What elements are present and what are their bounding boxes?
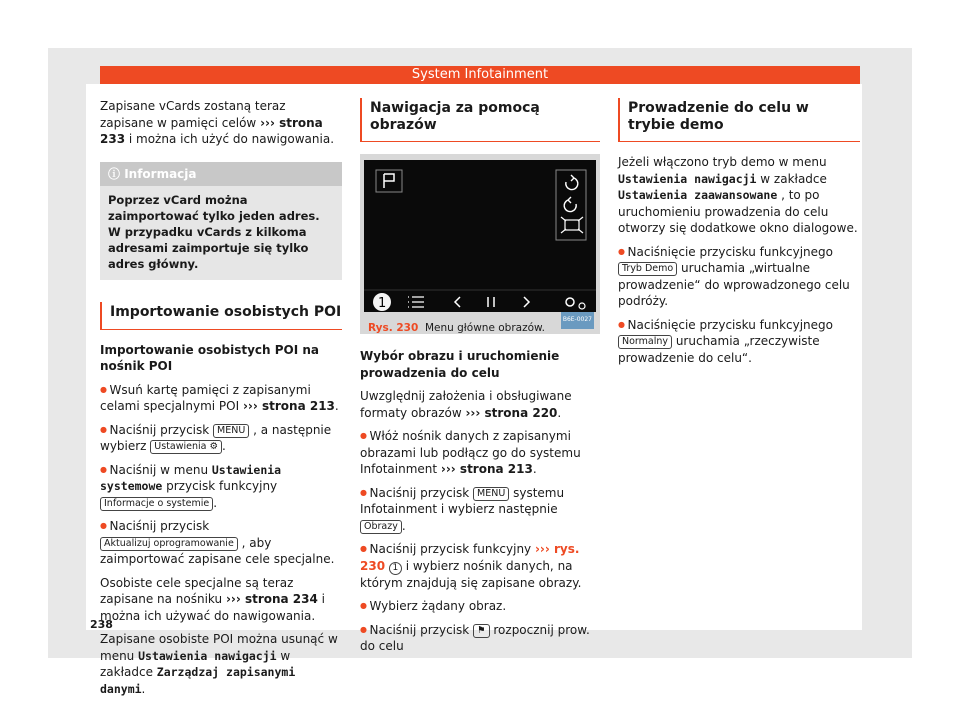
callout-number: 1 [389,562,402,575]
paragraph: Osobiste cele specjalne są teraz zapisane na nośniku ››› strona 234 i można ich używać do nawigowania. [100,575,326,623]
demo-mode-button[interactable]: Tryb Demo [618,262,677,276]
column-right [618,98,860,373]
column-left [100,98,342,704]
subsection-title: Wybór obrazu i uruchomienie prowadzenia do celu [360,349,560,380]
paragraph: Zapisane osobiste POI można usunąć w menu Ustawienia nawigacji w zakładce Zarządzaj zapisanymi danymi. [100,632,338,696]
list-icon [408,297,424,307]
gear-icon: ⚙ [209,441,219,452]
info-header: ⓘ Informacja [100,162,342,187]
list-item: ● Naciśnij w menu Ustawienia systemowe przycisk funkcyjny Informacje o systemie . [100,462,342,512]
images-button[interactable]: Obrazy [360,520,402,534]
page-reference[interactable]: ››› strona 233 [100,115,323,146]
list-item: ● Naciśnij przycisk ⚑ rozpocznij prow. do celu [360,622,600,655]
screen-graphic [364,160,596,312]
normal-mode-button[interactable]: Normalny [618,335,672,349]
paragraph: Jeżeli włączono tryb demo w menu Ustawienia nawigacji w zakładce Ustawienia zaawansowane , to po uruchomieniu prowadzenia do celu otworzy się dodatkowe okno dialogowe. [618,155,858,235]
page-number: 238 [90,618,113,631]
info-text: Poprzez vCard można zaimportować tylko jeden adres. W przypadku vCards z kilkoma adresami zaimportuje się tylko adres główny. [108,193,320,271]
list-item: ● Wybierz żądany obraz. [360,598,600,615]
rotate-left-icon [566,175,578,190]
list-item: ● Naciśnij przycisk funkcyjny ››› rys. 230 1 i wybierz nośnik danych, na którym znajdują się zapisane obrazy. [360,541,600,591]
pause-icon [488,297,494,307]
flag-icon [384,174,394,188]
figure-code: B6E-0027 [561,312,594,329]
previous-icon [455,297,460,307]
list-item: ● Włóż nośnik danych z zapisanymi obrazami lub podłącz go do systemu Infotainment ››› strona 213. [360,428,600,478]
list-item: ● Naciśnięcie przycisku funkcyjnego Normalny uruchamia „rzeczywiste prowadzenie do celu“. [618,317,860,367]
svg-text:1: 1 [378,296,387,311]
column-middle [360,98,600,662]
info-box [100,162,342,281]
flag-icon: ⚑ [477,624,486,636]
list-item: ● Naciśnij przycisk MENU systemu Infotainment i wybierz następnie Obrazy . [360,485,600,535]
section-title-images: Nawigacja za pomocą obrazów [360,98,600,142]
list-item: ● Naciśnięcie przycisku funkcyjnego Tryb Demo uruchamia „wirtualne prowadzenie“ do wprowadzonego celu podróży. [618,244,860,310]
update-software-button[interactable]: Aktualizuj oprogramowanie [100,537,238,551]
section-title-poi: Importowanie osobistych POI [100,302,342,330]
figure-caption: Rys. 230 Menu główne obrazów. [368,322,545,334]
subsection-title: Importowanie osobistych POI na nośnik POI [100,342,320,373]
figure-screen [360,154,600,334]
flag-button[interactable] [473,624,490,638]
menu-button[interactable]: MENU [213,424,249,438]
next-icon [524,297,529,307]
list-item: ● Naciśnij przycisk Aktualizuj oprogramowanie , aby zaimportować zapisane cele specjalne. [100,518,342,568]
list-item: ● Naciśnij przycisk MENU , a następnie wybierz Ustawienia ⚙ . [100,422,342,455]
system-info-button[interactable]: Informacje o systemie [100,497,213,511]
section-title-demo: Prowadzenie do celu w trybie demo [618,98,860,142]
settings-gear-icon [566,298,574,306]
rotate-right-icon [564,197,576,212]
infotainment-screen [364,160,596,312]
info-icon: ⓘ [108,166,125,181]
fit-screen-icon [565,220,579,230]
chapter-header: System Infotainment [100,66,860,84]
paragraph-vcards: Zapisane vCards zostaną teraz zapisane w pamięci celów ››› strona 233 i można ich użyć do nawigowania. [100,99,335,146]
menu-button[interactable]: MENU [473,487,509,501]
list-item: ● Wsuń kartę pamięci z zapisanymi celami specjalnymi POI ››› strona 213. [100,382,342,415]
settings-button[interactable]: Ustawienia ⚙ [150,440,222,454]
paragraph: Uwzględnij założenia i obsługiwane formaty obrazów ››› strona 220. [360,389,572,420]
